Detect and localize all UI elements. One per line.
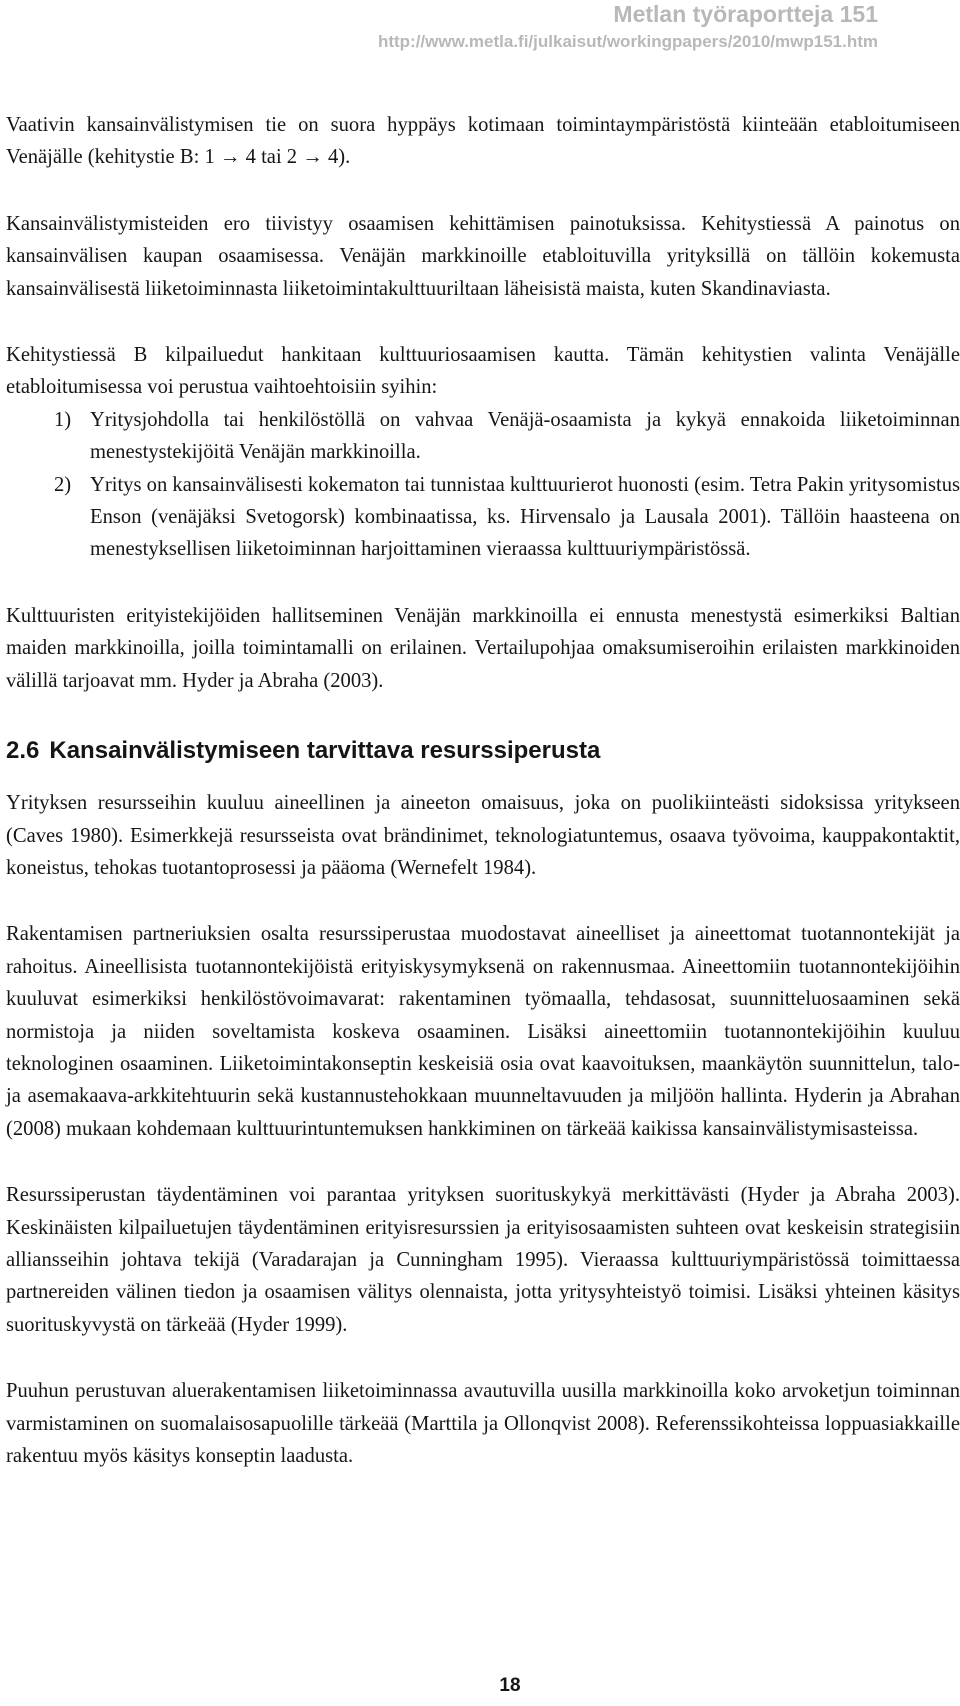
paragraph: Vaativin kansainvälistymisen tie on suora hyppäys kotimaan toimintaympäristöstä kiinteään etabloitumiseen Venäjälle (kehitystie B: 1 → 4 tai 2 → 4). [6,114,960,169]
paragraph: Puuhun perustuvan aluerakentamisen liiketoiminnassa avautuvilla uusilla markkinoilla koko arvoketjun toiminnan varmistaminen on suomalaisosapuolille tärkeää (Marttila ja Ollonqvist 2008). Referenssikohteissa loppuasiakkaille rakentuu myös käsitys konseptin laadusta. [6,1380,960,1467]
publication-url[interactable]: http://www.metla.fi/julkaisut/workingpapers/2010/mwp151.htm [377,32,878,51]
page-number: 18 [499,1675,521,1696]
page-header [378,0,878,54]
paragraph: Yrityksen resursseihin kuuluu aineellinen ja aineeton omaisuus, joka on puolikiinteästi sidoksissa yritykseen (Caves 1980). Esimerkkejä resursseista ovat brändinimet, teknologiatuntemus, osaava työvoima, kauppakontaktit, koneistus, tehokas tuotantoprosessi ja pääoma (Wernefelt 1984). [6,792,960,879]
paragraph: Rakentamisen partneriuksien osalta resurssiperustaa muodostavat aineelliset ja aineettomat tuotannontekijät ja rahoitus. Aineellisista tuotannontekijöistä erityiskysymyksenä on rakennusmaa. Aineettomiin tuotannontekijöihin kuuluvat esimerkiksi henkilöstövoimavarat: rakentaminen työmaalla, tehdasosat, suunnitteluosaaminen sekä normistoja ja niiden soveltamista koskeva osaaminen. Lisäksi aineettomiin tuotannontekijöihin kuuluu teknologinen osaaminen. Liiketoimintakonseptin keskeisiä osia ovat kaavoituksen, maankäytön suunnittelun, talo- ja asemakaava-arkkitehtuurin sekä kustannustehokkaan muunneltavuuden ja miljöön hallinta. Hyderin ja Abrahan (2008) mukaan kohdemaan kulttuurintuntemuksen hankkiminen on tärkeää kaikissa kansainvälistymisasteissa. [6,923,960,1140]
paragraph: Resurssiperustan täydentäminen voi parantaa yrityksen suorituskykyä merkittävästi (Hyder ja Abraha 2003). Keskinäisten kilpailuetujen täydentäminen erityisresurssien ja erityisosaamisten suhteen ovat keskeisin strategisiin alliansseihin johtava tekijä (Varadarajan ja Cunningham 1995). Vieraassa kulttuuriympäristössä toimittaessa partnereiden välinen tiedon ja osaamisen välitys olennaista, jotta yritysyhteistyö toimisi. Lisäksi yhteinen käsitys suorituskyvystä on tärkeää (Hyder 1999). [6,1184,960,1336]
section-title: Kansainvälistymiseen tarvittava resurssiperusta [49,737,601,765]
list-item-text: Yritys on kansainvälisesti kokematon tai tunnistaa kulttuurierot huonosti (esim. Tetra Pakin yritysomistus Enson (venäjäksi Svetogorsk) kombinaatissa, ks. Hirvensalo ja Lausala 2001). Tällöin haasteena on menestyksellisen liiketoiminnan harjoittaminen vieraassa kulttuuriympäristössä. [90,473,960,561]
paragraph: Kulttuuristen erityistekijöiden hallitseminen Venäjän markkinoilla ei ennusta menestystä esimerkiksi Baltian maiden markkinoilla, joilla toimintamalli on erilainen. Vertailupohjaa omaksumiseroihin erilaisten markkinoiden välillä tarjoavat mm. Hyder ja Abraha (2003). [6,604,960,692]
list-item-number: 2) [54,473,72,496]
document-body [6,109,960,1472]
list-item-text: Yritysjohdolla tai henkilöstöllä on vahvaa Venäjä-osaamista ja kykyä ennakoida liiketoiminnan menestystekijöitä Venäjän markkinoilla. [90,408,960,464]
section-heading [6,735,960,767]
paragraph: Kansainvälistymisteiden ero tiivistyy osaamisen kehittämisen painotuksissa. Kehitystiessä A painotus on kansainvälisen kaupan osaamisessa. Venäjän markkinoille etabloituvilla yrityksillä on tällöin kokemusta kansainvälisestä liiketoiminnasta liiketoimintakulttuuriltaan läheisistä maista, kuten Skandinaviasta. [6,212,960,300]
list-item [6,469,960,566]
paragraph: Kehitystiessä B kilpailuedut hankitaan kulttuuriosaamisen kautta. Tämän kehitystien valinta Venäjälle etabloitumisessa voi perustua vaihtoehtoisiin syihin: [6,344,960,399]
series-title: Metlan työraportteja 151 [613,1,878,27]
list-item [6,404,960,469]
list-item-number: 1) [54,408,72,431]
reasons-list [6,404,960,566]
section-number: 2.6 [6,737,40,765]
